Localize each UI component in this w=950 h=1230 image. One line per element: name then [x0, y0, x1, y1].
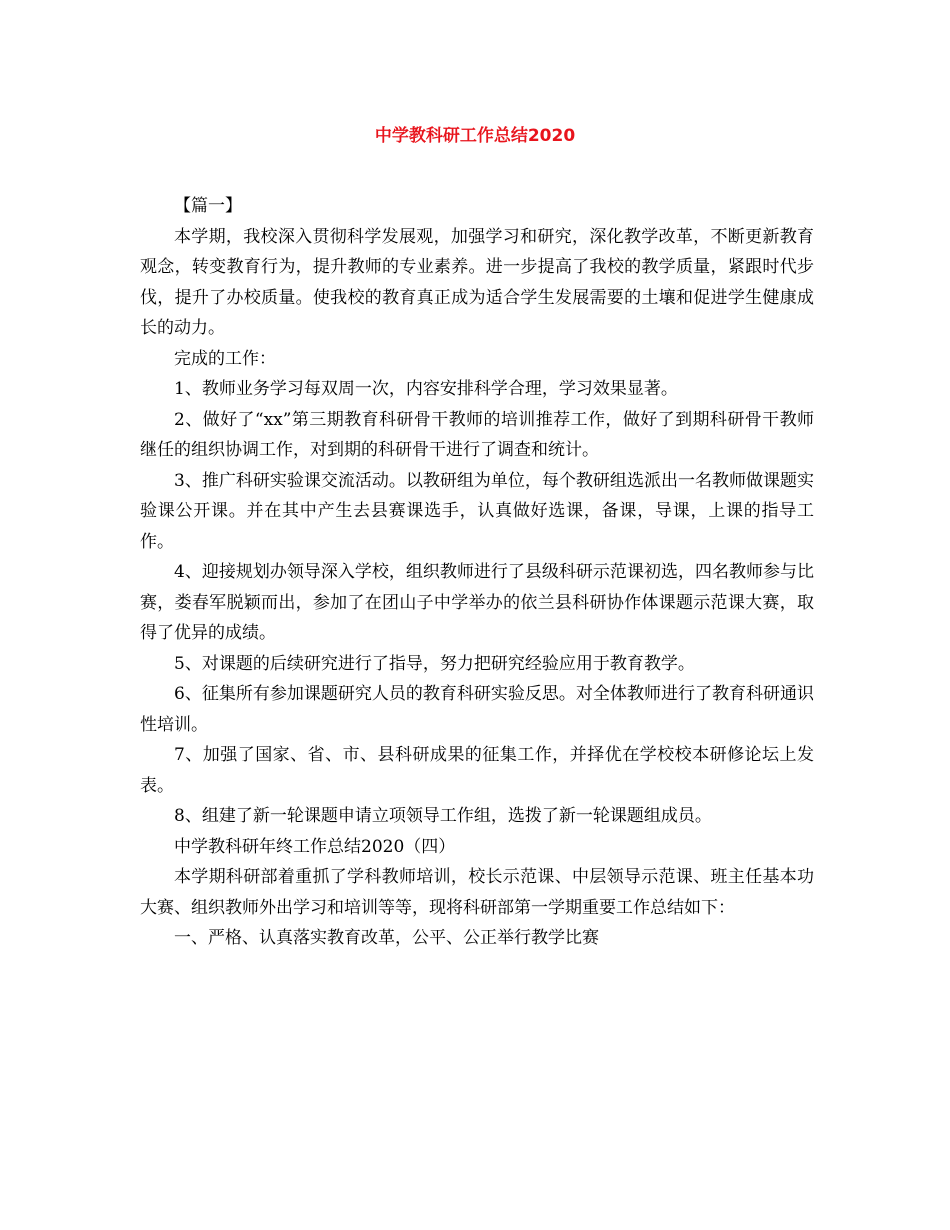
section-heading: 【篇一】	[174, 196, 242, 216]
list-item: 3、推广科研实验课交流活动。以教研组为单位，每个教研组选派出一名教师做课题实验课公开课。并在其中产生去县赛课选手，认真做好选课，备课，导课，上课的指导工作。	[140, 470, 814, 552]
list-item: 1、教师业务学习每双周一次，内容安排科学合理，学习效果显著。	[174, 379, 678, 399]
document-body	[140, 191, 814, 954]
subsection-title: 中学教科研年终工作总结2020（四）	[174, 836, 456, 857]
subsection-heading: 一、严格、认真落实教育改革，公平、公正举行教学比赛	[174, 928, 599, 948]
list-item: 6、征集所有参加课题研究人员的教育科研实验反思。对全体教师进行了教育科研通识性培训。	[140, 684, 814, 735]
list-item: 7、加强了国家、省、市、县科研成果的征集工作，并择优在学校校本研修论坛上发表。	[140, 745, 814, 796]
intro-paragraph: 本学期，我校深入贯彻科学发展观，加强学习和研究，深化教学改革，不断更新教育观念，转变教育行为，提升教师的专业素养。进一步提高了我校的教学质量，紧跟时代步伐，提升了办校质量。使我校的教育真正成为适合学生发展需要的土壤和促进学生健康成长的动力。	[140, 226, 814, 338]
list-item: 5、对课题的后续研究进行了指导，努力把研究经验应用于教育教学。	[174, 653, 695, 674]
list-item: 8、组建了新一轮课题申请立项领导工作组，选拨了新一轮课题组成员。	[174, 806, 712, 826]
list-item: 2、做好了“xx”第三期教育科研骨干教师的培训推荐工作，做好了到期科研骨干教师继任的组织协调工作，对到期的科研骨干进行了调查和统计。	[140, 409, 814, 460]
list-item: 4、迎接规划办领导深入学校，组织教师进行了县级科研示范课初选，四名教师参与比赛，娄春军脱颖而出，参加了在团山子中学举办的依兰县科研协作体课题示范课大赛，取得了优异的成绩。	[140, 562, 814, 643]
document-title: 中学教科研工作总结2020	[374, 126, 576, 146]
summary-paragraph: 本学期科研部着重抓了学科教师培训，校长示范课、中层领导示范课、班主任基本功大赛、组织教师外出学习和培训等等，现将科研部第一学期重要工作总结如下：	[140, 867, 814, 918]
completed-work-heading: 完成的工作：	[174, 348, 276, 369]
